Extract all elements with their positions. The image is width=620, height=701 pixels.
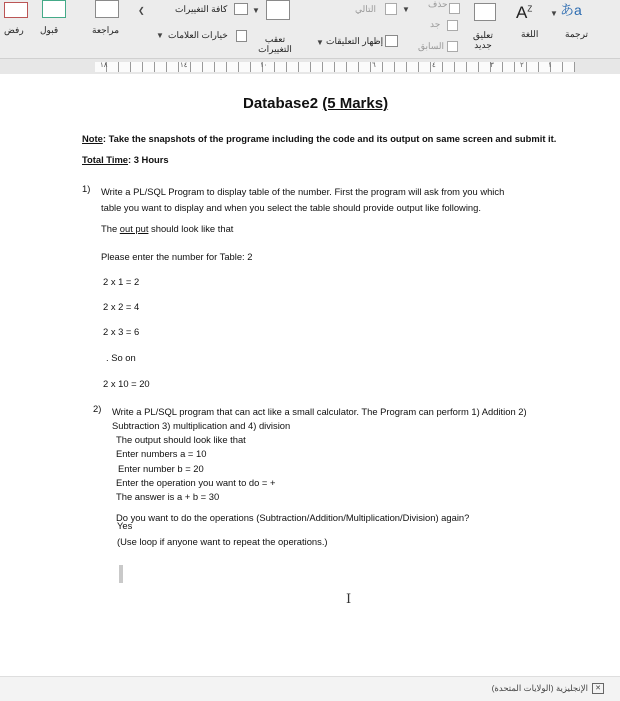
title-main: Database2 [243, 95, 319, 112]
q1-output-prefix: The [101, 223, 120, 234]
time-line [82, 154, 169, 165]
translate-button[interactable]: ترجمة [565, 29, 589, 39]
q2-line7: The answer is a + b = 30 [116, 491, 220, 502]
markup-options-dropdown[interactable]: خيارات العلامات [168, 30, 228, 40]
q1-so-on: . So on [106, 352, 136, 363]
q1-output-word: out put [119, 223, 149, 234]
ruler-scale [95, 62, 575, 72]
track-changes-button[interactable]: تعقب التغييرات [258, 34, 292, 54]
q1-result-row: 2 x 10 = 20 [103, 378, 150, 389]
q1-number: 1) [82, 183, 91, 194]
time-value: : 3 Hours [128, 154, 169, 165]
q1-line2: table you want to display and when you select the table should provide output like following. [101, 202, 481, 213]
track-changes-icon[interactable] [266, 0, 290, 20]
q1-result-row: 2 x 2 = 4 [103, 301, 140, 312]
translate-icon[interactable]: あa [560, 2, 582, 18]
language-button[interactable]: اللغة [521, 29, 539, 39]
title-marks: (5 Marks) [322, 95, 389, 112]
q2-line9-visible: Yes [117, 520, 133, 531]
previous-button[interactable]: السابق [418, 41, 445, 51]
chevron-down-icon[interactable]: ▼ [316, 38, 324, 47]
review-ribbon [0, 0, 620, 58]
note-label: Note [82, 133, 103, 144]
show-markup-icon [385, 35, 398, 47]
q1-prompt: Please enter the number for Table: 2 [101, 251, 253, 262]
q2-line10: (Use loop if anyone want to repeat the operations.) [117, 536, 328, 547]
delete-button[interactable]: حذف [428, 0, 448, 9]
proofing-icon[interactable]: ✕ [592, 683, 604, 694]
q2-line4: Enter numbers a = 10 [116, 448, 207, 459]
q2-line6: Enter the operation you want to do = + [116, 477, 276, 488]
review-button[interactable]: مراجعة [92, 25, 120, 35]
q2-line8: Do you want to do the operations (Subtraction/Addition/Multiplication/Division) again? [116, 512, 470, 523]
ruler-number: ٤ [432, 62, 436, 69]
show-markup-button[interactable]: إظهار التعليقات [326, 36, 384, 46]
accept-icon[interactable] [42, 0, 66, 18]
collapse-arrow-icon[interactable]: ❮ [138, 6, 145, 15]
q1-result-row: 2 x 1 = 2 [103, 276, 140, 287]
tracking-card-dropdown[interactable]: كافة التغييرات [175, 4, 228, 14]
new-comment-button[interactable]: تعليق جديد [472, 30, 494, 50]
comment-small-icon[interactable] [447, 20, 458, 31]
review-pane-icon[interactable] [95, 0, 119, 18]
ruler-number: ٢ [520, 62, 524, 69]
q1-line1: Write a PL/SQL Program to display table of the number. First the program will ask from you which [101, 186, 505, 197]
ruler-number: ١٨ [100, 62, 108, 69]
tracking-card-icon [234, 3, 248, 15]
q1-output-suffix: should look like that [148, 223, 234, 234]
language-icon[interactable]: $A^Z$ [516, 3, 533, 22]
time-label: Total Time [82, 154, 129, 165]
ruler-number: ١ [548, 62, 552, 69]
ruler-number: ١٠ [260, 62, 268, 69]
page-title [243, 95, 388, 112]
delete-icon[interactable] [449, 3, 460, 14]
reject-button[interactable]: رفض [4, 25, 24, 35]
chevron-down-icon[interactable]: ▼ [402, 5, 410, 14]
ruler-number: ٦ [372, 62, 376, 69]
page-gutter [0, 74, 75, 700]
q2-line3: The output should look like that [116, 434, 246, 445]
chevron-down-icon[interactable]: ▼ [156, 31, 164, 40]
q2-line5: Enter number b = 20 [118, 463, 204, 474]
note-line [82, 133, 556, 144]
ibeam-cursor-icon: I [346, 592, 352, 607]
text-cursor-mark [119, 565, 123, 583]
language-status[interactable]: الإنجليزية (الولايات المتحدة) [491, 683, 588, 693]
q1-result-row: 2 x 3 = 6 [103, 326, 140, 337]
new-comment-icon[interactable] [474, 3, 496, 21]
next-icon[interactable] [385, 3, 397, 15]
note-text: : Take the snapshots of the programe including the code and its output on same screen and submit it. [102, 133, 557, 144]
comment-small-icon[interactable]: جد [430, 19, 441, 29]
chevron-down-icon[interactable]: ▼ [252, 6, 260, 15]
ruler-number: ٣ [490, 62, 494, 69]
q1-output-line [101, 223, 233, 234]
accept-button[interactable]: قبول [40, 25, 59, 35]
markup-options-icon [236, 30, 247, 42]
reject-icon[interactable] [4, 2, 28, 18]
next-button[interactable]: التالي [355, 4, 376, 14]
ruler-number: ١٤ [180, 62, 188, 69]
q2-line2: Subtraction 3) multiplication and 4) division [112, 420, 291, 431]
status-bar [0, 676, 620, 701]
q2-line1: Write a PL/SQL program that can act like a small calculator. The Program can perform 1) Addition 2) [112, 406, 527, 417]
previous-icon[interactable] [447, 41, 458, 52]
q2-number: 2) [93, 403, 102, 414]
chevron-down-icon[interactable]: ▼ [550, 9, 558, 18]
